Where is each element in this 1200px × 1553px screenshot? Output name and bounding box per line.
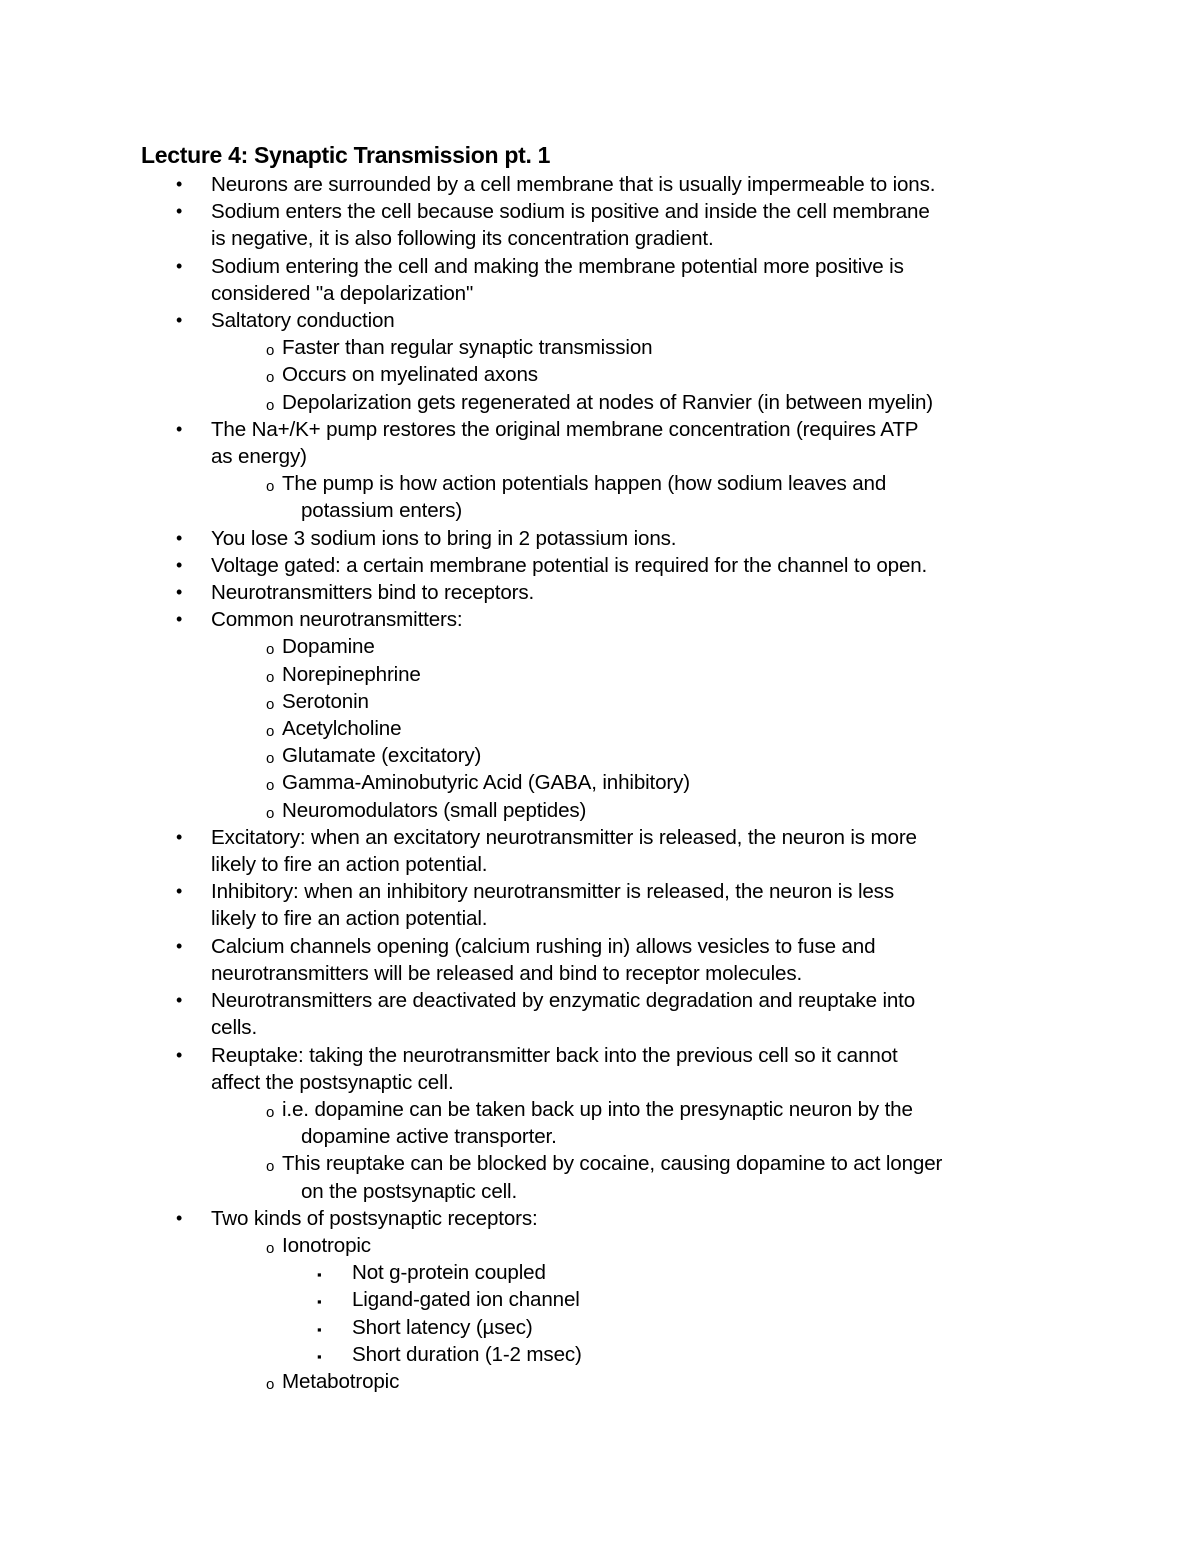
list-item-continuation: [0, 225, 1200, 252]
list-item-text: Neuromodulators (small peptides): [282, 798, 587, 822]
sub-sub-list-item: [0, 1314, 1200, 1341]
sub-sub-list-item: [0, 1286, 1200, 1313]
list-item-text: Not g-protein coupled: [352, 1261, 546, 1285]
list-item-text: You lose 3 sodium ions to bring in 2 potassium ions.: [211, 526, 677, 550]
circle-bullet-icon: o: [266, 723, 275, 741]
sub-list-item: [0, 1232, 1200, 1259]
page-title: Lecture 4: Synaptic Transmission pt. 1: [141, 142, 551, 168]
list-item-continuation: [0, 960, 1200, 987]
list-item: [0, 525, 1200, 552]
list-item-text: Faster than regular synaptic transmission: [282, 336, 653, 360]
circle-bullet-icon: o: [266, 1158, 275, 1176]
list-item-text: likely to fire an action potential.: [211, 853, 488, 877]
list-item-continuation: [0, 1123, 1200, 1150]
list-item-text: neurotransmitters will be released and bind to receptor molecules.: [211, 961, 803, 985]
list-item-text: Neurotransmitters are deactivated by enzymatic degradation and reuptake into: [211, 989, 916, 1013]
list-item-text: Dopamine: [282, 635, 375, 659]
list-item-text: i.e. dopamine can be taken back up into the presynaptic neuron by the: [282, 1097, 913, 1121]
list-item: [0, 878, 1200, 905]
bullet-icon: •: [176, 609, 183, 630]
list-item-text: Ionotropic: [282, 1233, 371, 1257]
circle-bullet-icon: o: [266, 668, 275, 686]
list-item-text: Neurotransmitters bind to receptors.: [211, 581, 535, 605]
list-item-continuation: [0, 1014, 1200, 1041]
bullet-icon: •: [176, 990, 183, 1011]
list-item-text: Short duration (1-2 msec): [352, 1342, 582, 1366]
list-item: [0, 933, 1200, 960]
sub-list-item: [0, 715, 1200, 742]
list-item-text: on the postsynaptic cell.: [301, 1179, 518, 1203]
list-item-text: Saltatory conduction: [211, 309, 395, 333]
bullet-icon: •: [176, 310, 183, 331]
list-item: [0, 1042, 1200, 1069]
sub-list-item: [0, 1150, 1200, 1177]
circle-bullet-icon: o: [266, 750, 275, 768]
list-item-text: Occurs on myelinated axons: [282, 363, 538, 387]
circle-bullet-icon: o: [266, 1375, 275, 1393]
bullet-icon: •: [176, 582, 183, 603]
list-item-continuation: [0, 443, 1200, 470]
circle-bullet-icon: o: [266, 1103, 275, 1121]
list-item-text: Short latency (µsec): [352, 1315, 533, 1339]
list-item-text: The Na+/K+ pump restores the original membrane concentration (requires ATP: [211, 417, 919, 441]
sub-list-item: [0, 1096, 1200, 1123]
list-item-text: Acetylcholine: [282, 717, 402, 741]
list-item-text: Metabotropic: [282, 1369, 400, 1393]
bullet-icon: •: [176, 1044, 183, 1065]
list-item-text: Glutamate (excitatory): [282, 744, 482, 768]
square-bullet-icon: ▪: [317, 1267, 322, 1283]
list-item-continuation: [0, 497, 1200, 524]
list-item-text: Depolarization gets regenerated at nodes of Ranvier (in between myelin): [282, 390, 934, 414]
circle-bullet-icon: o: [266, 804, 275, 822]
square-bullet-icon: ▪: [317, 1321, 322, 1337]
list-item-text: Gamma-Aminobutyric Acid (GABA, inhibitory): [282, 771, 690, 795]
list-item-text: is negative, it is also following its concentration gradient.: [211, 227, 714, 251]
list-item: [0, 824, 1200, 851]
list-item-continuation: [0, 851, 1200, 878]
sub-list-item: [0, 769, 1200, 796]
sub-list-item: [0, 470, 1200, 497]
bullet-icon: •: [176, 527, 183, 548]
list-item-text: Norepinephrine: [282, 662, 421, 686]
list-item-text: likely to fire an action potential.: [211, 907, 488, 931]
sub-list-item: [0, 797, 1200, 824]
list-item-text: potassium enters): [301, 499, 463, 523]
sub-list-item: [0, 334, 1200, 361]
list-item-text: cells.: [211, 1016, 258, 1040]
list-item-continuation: [0, 1178, 1200, 1205]
circle-bullet-icon: o: [266, 396, 275, 414]
square-bullet-icon: ▪: [317, 1294, 322, 1310]
bullet-icon: •: [176, 881, 183, 902]
list-item-text: Reuptake: taking the neurotransmitter back into the previous cell so it cannot: [211, 1043, 898, 1067]
sub-list-item: [0, 1368, 1200, 1395]
list-item-text: considered "a depolarization": [211, 281, 474, 305]
list-item-continuation: [0, 1069, 1200, 1096]
bullet-icon: •: [176, 418, 183, 439]
square-bullet-icon: ▪: [317, 1348, 322, 1364]
bullet-icon: •: [176, 554, 183, 575]
sub-list-item: [0, 361, 1200, 388]
list-item-text: Calcium channels opening (calcium rushing in) allows vesicles to fuse and: [211, 934, 876, 958]
list-item-continuation: [0, 905, 1200, 932]
sub-list-item: [0, 742, 1200, 769]
list-item-text: Common neurotransmitters:: [211, 608, 463, 632]
list-item-text: affect the postsynaptic cell.: [211, 1070, 454, 1094]
list-item: [0, 198, 1200, 225]
list-item: [0, 987, 1200, 1014]
list-item: [0, 1205, 1200, 1232]
list-item-text: Excitatory: when an excitatory neurotransmitter is released, the neuron is more: [211, 825, 917, 849]
list-item-text: Inhibitory: when an inhibitory neurotransmitter is released, the neuron is less: [211, 880, 894, 904]
bullet-icon: •: [176, 935, 183, 956]
circle-bullet-icon: o: [266, 695, 275, 713]
list-item-text: This reuptake can be blocked by cocaine, causing dopamine to act longer: [282, 1152, 943, 1176]
list-item: [0, 253, 1200, 280]
sub-sub-list-item: [0, 1341, 1200, 1368]
bullet-icon: •: [176, 174, 183, 194]
circle-bullet-icon: o: [266, 777, 275, 795]
sub-list-item: [0, 389, 1200, 416]
list-item-text: Ligand-gated ion channel: [352, 1288, 580, 1312]
bullet-icon: •: [176, 826, 183, 847]
list-item: [0, 606, 1200, 633]
circle-bullet-icon: o: [266, 369, 275, 387]
bullet-icon: •: [176, 255, 183, 276]
list-item: [0, 416, 1200, 443]
circle-bullet-icon: o: [266, 641, 275, 659]
bullet-icon: •: [176, 1207, 183, 1228]
list-item: [0, 579, 1200, 606]
list-item-continuation: [0, 280, 1200, 307]
list-item-text: Sodium enters the cell because sodium is positive and inside the cell membrane: [211, 200, 930, 224]
list-item-text: Voltage gated: a certain membrane potential is required for the channel to open.: [211, 553, 928, 577]
list-item: [0, 552, 1200, 579]
sub-sub-list-item: [0, 1259, 1200, 1286]
bullet-icon: •: [176, 201, 183, 222]
list-item-text: Neurons are surrounded by a cell membrane that is usually impermeable to ions.: [211, 173, 936, 196]
sub-list-item: [0, 688, 1200, 715]
notes-list: [0, 171, 1200, 1395]
list-item-text: Two kinds of postsynaptic receptors:: [211, 1206, 538, 1230]
list-item-text: The pump is how action potentials happen (how sodium leaves and: [282, 472, 887, 496]
circle-bullet-icon: o: [266, 342, 275, 360]
circle-bullet-icon: o: [266, 478, 275, 496]
circle-bullet-icon: o: [266, 1239, 275, 1257]
list-item-text: Sodium entering the cell and making the membrane potential more positive is: [211, 254, 904, 278]
list-item-text: dopamine active transporter.: [301, 1125, 557, 1149]
list-item-text: Serotonin: [282, 689, 369, 713]
list-item: [0, 171, 1200, 198]
list-item-text: as energy): [211, 445, 307, 469]
sub-list-item: [0, 633, 1200, 660]
sub-list-item: [0, 661, 1200, 688]
list-item: [0, 307, 1200, 334]
